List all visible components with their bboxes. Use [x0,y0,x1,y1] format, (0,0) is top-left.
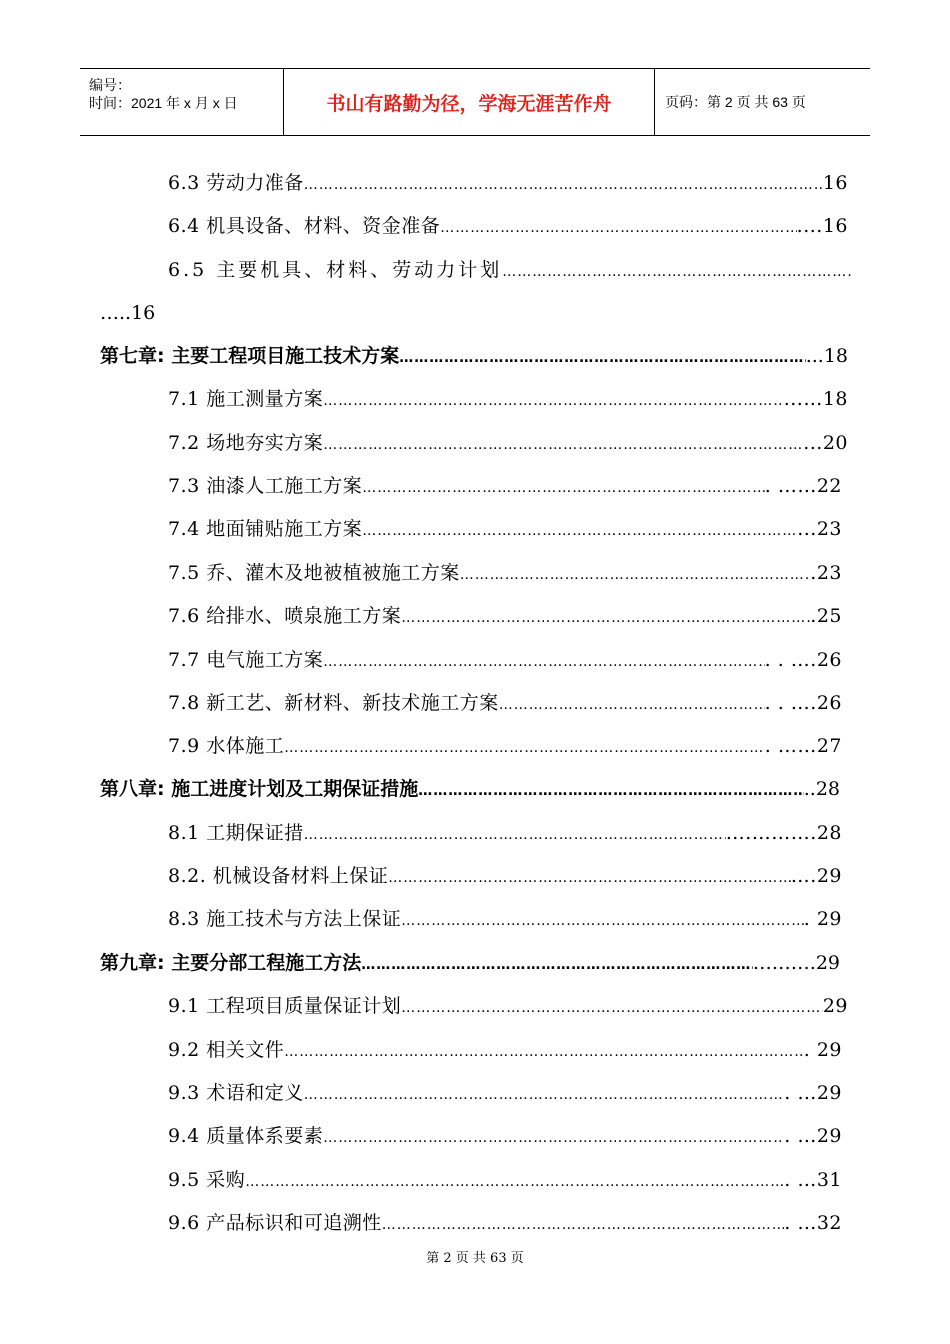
toc-entry-title: 6.4 机具设备、材料、资金准备 [168,215,441,237]
toc-leader-dots [362,518,797,544]
toc-entry[interactable] [168,213,848,239]
toc-leader-dots [304,822,726,848]
toc-entry-title: 7.5 乔、灌木及地被植被施工方案 [168,562,460,584]
toc-entry-page: . . ….26 [764,692,842,714]
toc-entry[interactable] [168,820,842,846]
toc-entry[interactable] [168,1123,842,1149]
toc-entry-page: ....16 [796,215,848,237]
toc-entry-title: 6.3 劳动力准备 [168,172,304,194]
toc-entry-page: ….29 [790,865,842,887]
toc-entry[interactable] [168,1037,842,1063]
header-page-info: 页码：第 2 页 共 63 页 [665,94,806,110]
toc-leader-dots [399,345,805,371]
toc-entry[interactable] [168,906,842,932]
toc-entry-page: . …31 [784,1169,842,1191]
toc-entry-page: . …32 [784,1212,842,1234]
toc-entry[interactable] [168,386,848,412]
toc-chapter[interactable] [100,776,840,802]
toc-entry[interactable] [168,863,842,889]
toc-entry-page: ...23 [797,518,842,540]
toc-leader-dots [499,692,765,718]
toc-leader-dots [418,778,804,804]
toc-entry-page: ...20 [803,432,848,454]
toc-entry-title: 7.4 地面铺贴施工方案 [168,518,363,540]
toc-entry-title: 7.6 给排水、喷泉施工方案 [168,605,402,627]
toc-chapter[interactable] [100,343,848,369]
toc-leader-dots [284,1039,803,1065]
toc-entry[interactable] [168,473,842,499]
toc-leader-dots [362,475,764,501]
toc-entry-title: 7.9 水体施工 [168,735,285,757]
toc-chapter-title: 第七章: 主要工程项目施工技术方案 [100,345,400,367]
toc-entry-page: …..16 [100,302,156,324]
toc-leader-dots [323,649,764,675]
toc-entry-page: ...18 [805,345,848,367]
toc-entry-title: 9.5 采购 [168,1169,246,1191]
page-footer: 第 2 页 共 63 页 [426,1251,524,1266]
toc-entry-page: ….……….28 [725,822,842,844]
toc-entry-page: . ……27 [764,735,842,757]
toc-entry-page: ……….29 [752,952,840,974]
toc-leader-dots [502,259,852,285]
toc-entry-title: 9.6 产品标识和可追溯性 [168,1212,382,1234]
toc-entry-page: 16 [822,172,848,194]
toc-entry-page: . 29 [803,1039,842,1061]
toc-entry-title: 6.5 主要机具、材料、劳动力计划 [168,259,503,281]
toc-entry[interactable] [168,430,848,456]
toc-entry-page: . …29 [784,1082,842,1104]
motto-text: 书山有路勤为径，学海无涯苦作舟 [326,92,612,115]
toc-entry[interactable] [168,170,848,196]
toc-leader-dots [323,432,803,458]
toc-chapter-title: 第九章: 主要分部工程施工方法 [100,952,362,974]
toc-entry-page: 29 [822,995,848,1017]
toc-entry-page: . 29 [803,908,842,930]
toc-leader-dots [304,1082,784,1108]
toc-entry[interactable] [168,647,842,673]
toc-chapter-title: 第八章: 施工进度计划及工期保证措施 [100,778,419,800]
toc-entry-title: 8.3 施工技术与方法上保证 [168,908,402,930]
toc-entry-page: .25 [810,605,842,627]
toc-entry[interactable] [168,603,842,629]
toc-entry-title: 7.3 油漆人工施工方案 [168,475,363,497]
toc-leader-dots [388,865,790,891]
toc-entry-page: . …29 [784,1125,842,1147]
toc-entry-title: 8.2. 机械设备材料上保证 [168,865,389,887]
toc-entry-title: 7.8 新工艺、新材料、新技术施工方案 [168,692,499,714]
toc-leader-dots [323,1125,784,1151]
toc-leader-dots [361,952,753,978]
toc-entry[interactable] [168,1167,842,1193]
toc-entry-title: 7.1 施工测量方案 [168,388,324,410]
toc-entry-title: 9.1 工程项目质量保证计划 [168,995,402,1017]
toc-entry[interactable] [168,257,852,283]
toc-entry-page: . ……22 [764,475,842,497]
document-number-label: 编号： [89,77,131,93]
toc-entry-page: .23 [810,562,842,584]
toc-entry-page: . . ….26 [764,649,842,671]
toc-entry[interactable] [168,690,842,716]
toc-entry[interactable] [168,1080,842,1106]
toc-leader-dots [401,908,803,934]
toc-leader-dots [401,995,823,1021]
document-date: 时间：2021 年 x 月 x 日 [89,95,238,111]
toc-entry-title: 7.7 电气施工方案 [168,649,324,671]
toc-entry-title: 7.2 场地夯实方案 [168,432,324,454]
toc-leader-dots [245,1169,784,1195]
toc-entry-page: ...…18 [783,388,848,410]
toc-entry-title: 9.2 相关文件 [168,1039,285,1061]
toc-entry-title: 8.1 工期保证措 [168,822,304,844]
toc-chapter[interactable] [100,950,840,976]
toc-entry-page: ..28 [803,778,840,800]
toc-entry-title: 9.3 术语和定义 [168,1082,304,1104]
toc-leader-dots [284,735,764,761]
toc-entry[interactable] [168,733,842,759]
toc-leader-dots [382,1212,784,1238]
toc-entry[interactable] [168,560,842,586]
toc-entry[interactable] [168,516,842,542]
toc-leader-dots [460,562,811,588]
toc-entry[interactable] [168,993,848,1019]
toc-entry-continuation [100,300,155,326]
toc-entry[interactable] [168,1210,842,1236]
toc-leader-dots [304,172,823,198]
toc-leader-dots [401,605,810,631]
toc-entry-title: 9.4 质量体系要素 [168,1125,324,1147]
toc-leader-dots [323,388,783,414]
toc-leader-dots [440,215,796,241]
